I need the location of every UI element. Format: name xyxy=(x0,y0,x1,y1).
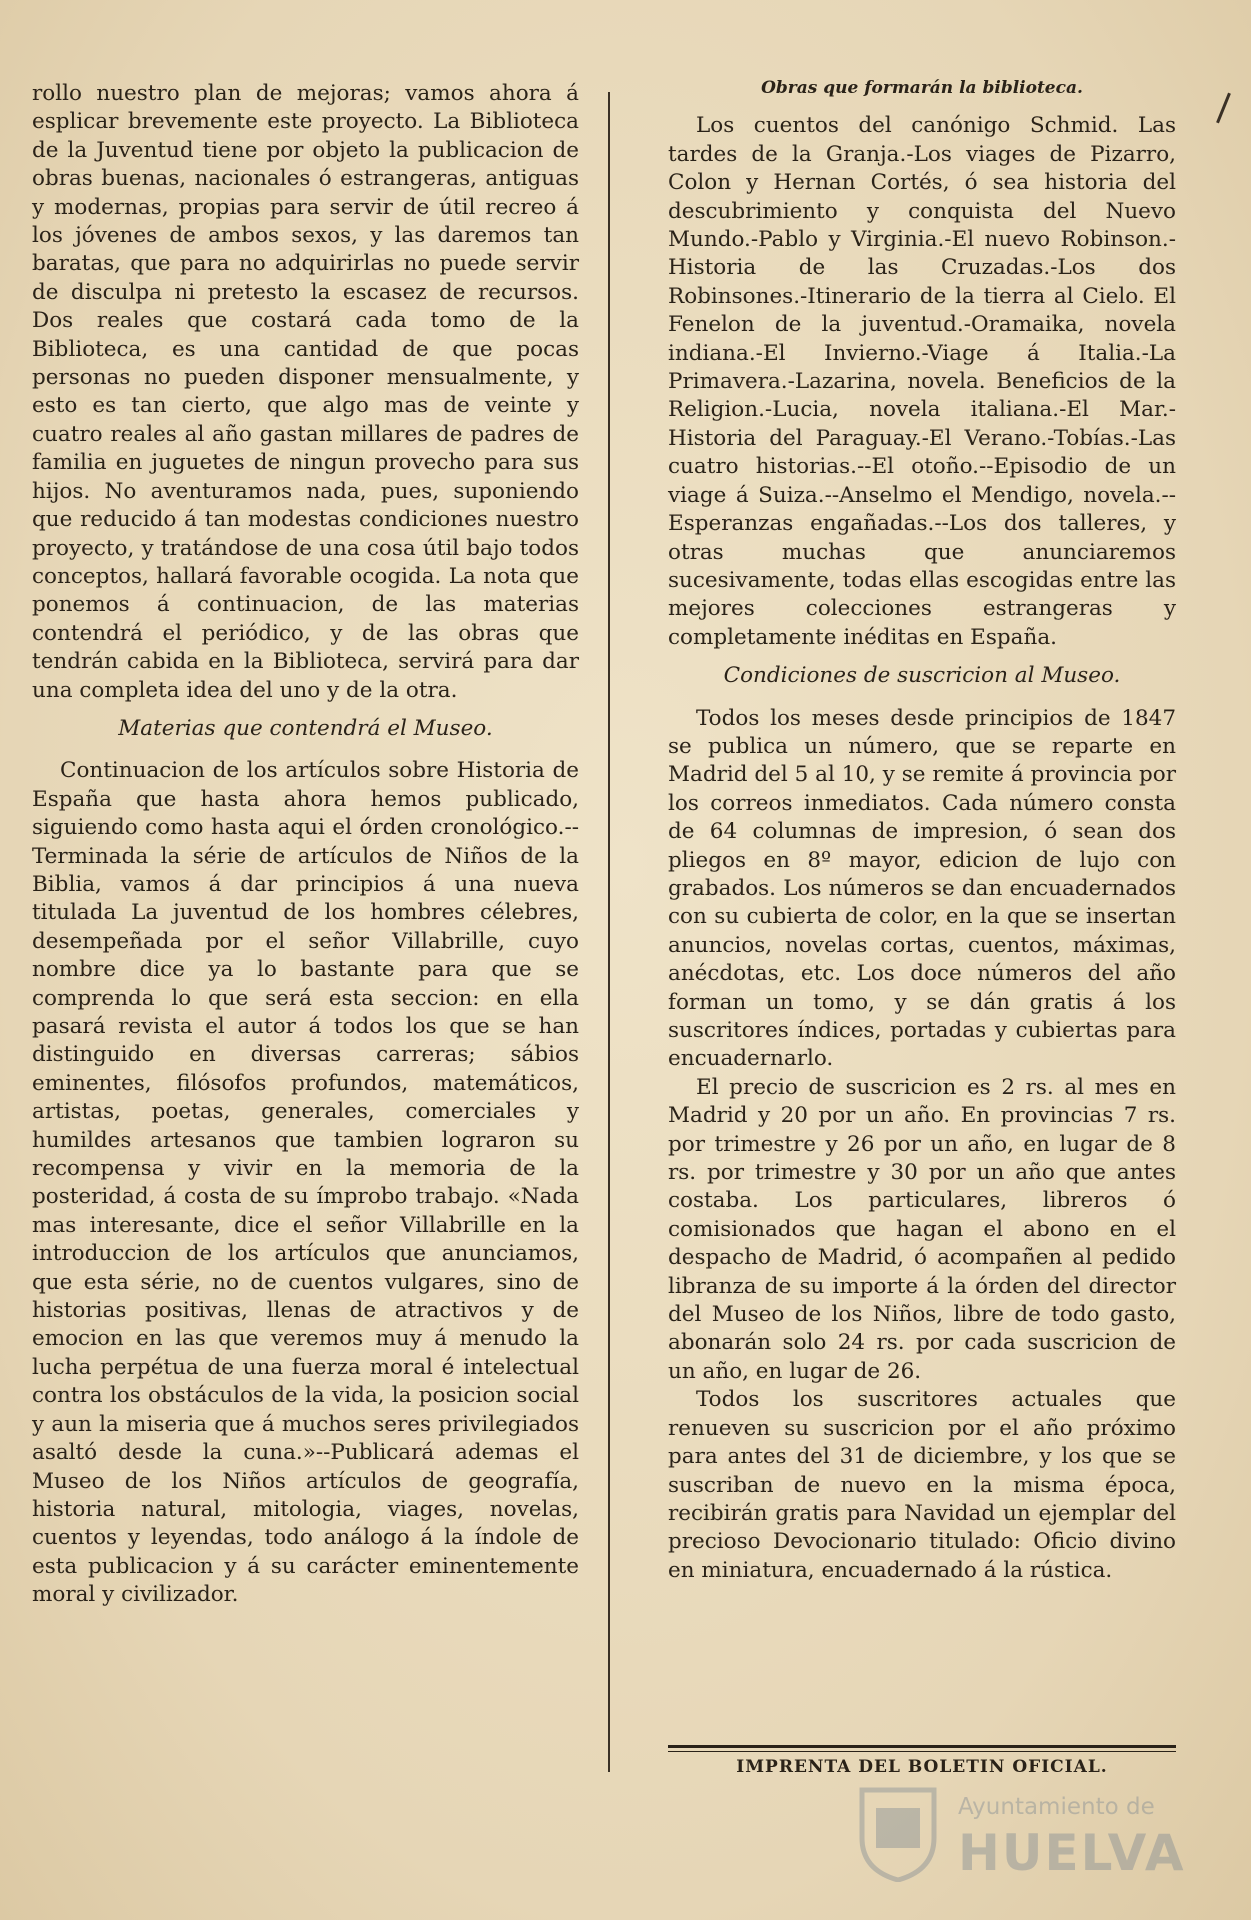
library-works-heading: Obras que formarán la biblioteca. xyxy=(761,78,1083,98)
footer-rules xyxy=(668,1745,1176,1752)
margin-mark xyxy=(1216,93,1231,124)
coat-of-arms-icon xyxy=(858,1786,938,1882)
subscription-paragraph-3: Todos los suscritores actuales que renueven su suscricion por el año próximo para antes del 31 de diciembre, y los que se suscriban de nuevo en la misma época, recibirán gratis para Navidad un ejemplar del precioso Devocionario titulado: Oficio divino en miniatura, encuadernado á la rústica. xyxy=(668,1387,1176,1583)
right-column xyxy=(668,80,1176,1585)
museo-materials-paragraph: Continuacion de los artículos sobre Historia de España que hasta ahora hemos publicado, siguiendo como hasta aqui el órden cronológico.--Terminada la série de artículos de Niños de la Biblia, vamos á dar principios á una nueva titulada La juventud de los hombres célebres, desempeñada por el señor Villabrille, cuyo nombre dice ya lo bastante para que se comprenda lo que será esta seccion: en ella pasará revista el autor á todos los que se han distinguido en diversas carreras; sábios eminentes, filósofos profundos, matemáticos, artistas, poetas, generales, comerciales y humildes artesanos que tambien lograron su recompensa y vivir en la memoria de la posteridad, á costa de su ímprobo trabajo. «Nada mas interesante, dice el señor Villabrille en la introduccion de los artículos que anunciamos, que esta série, no de cuentos vulgares, sino de historias positivas, llenas de atractivos y de emocion en las que veremos muy á menudo la lucha perpétua de una fuerza moral é intelectual contra los obstáculos de la vida, la posicion social y aun la miseria que á muchos seres privilegiados asaltó desde la cuna.»--Publicará ademas el Museo de los Niños artículos de geografía, historia natural, mitologia, viages, novelas, cuentos y leyendas, todo análogo á la índole de esta publicacion y á su carácter eminentemente moral y civilizador. xyxy=(32,758,579,1608)
subscription-heading: Condiciones de suscricion al Museo. xyxy=(723,663,1121,689)
watermark-line-2: HUELVA xyxy=(958,1824,1186,1882)
subscription-paragraph-1: Todos los meses desde principios de 1847 se publica un número, que se reparte en Madrid del 5 al 10, y se remite á provincia por los correos inmediatos. Cada número consta de 64 columnas de impresion, ó sean dos pliegos en 8º mayor, edicion de lujo con grabados. Los números se dan encuadernados con su cubierta de color, en la que se insertan anuncios, novelas cortas, cuentos, máximas, anécdotas, etc. Los doce números del año forman un tomo, y se dán gratis á los suscritores índices, portadas y cubiertas para encuadernarlo. xyxy=(668,705,1176,1072)
column-divider xyxy=(608,92,610,1772)
footer-rule-thick xyxy=(668,1745,1176,1748)
library-works-paragraph: Los cuentos del canónigo Schmid. Las tardes de la Granja.-Los viages de Pizarro, Colon y Hernan Cortés, ó sea historia del descubrimiento y conquista del Nuevo Mundo.-Pablo y Virginia.-El nuevo Robinson.-Historia de las Cruzadas.-Los dos Robinsones.-Itinerario de la tierra al Cielo. El Fenelon de la juventud.-Oramaika, novela indiana.-El Invierno.-Viage á Italia.-La Primavera.-Lazarina, novela. Beneficios de la Religion.-Lucia, novela italiana.-El Mar.-Historia del Paraguay.-El Verano.-Tobías.-Las cuatro historias.--El otoño.--Episodio de un viage á Suiza.--Anselmo el Mendigo, novela.--Esperanzas engañadas.--Los dos talleres, y otras muchas que anunciaremos sucesivamente, todas ellas escogidas entre las mejores colecciones estrangeras y completamente inéditas en España. xyxy=(668,113,1176,650)
museo-materials-heading: Materias que contendrá el Museo. xyxy=(118,715,493,741)
subscription-paragraph-2: El precio de suscricion es 2 rs. al mes en Madrid y 20 por un año. En provincias 7 rs. por trimestre y 26 por un año, en lugar de 8 rs. por trimestre y 30 por un año que antes costaba. Los particulares, libreros ó comisionados que hagan el abono en el despacho de Madrid, ó acompañen al pedido libranza de su importe á la órden del director del Museo de los Niños, libre de todo gasto, abonarán solo 24 rs. por cada suscricion de un año, en lugar de 26. xyxy=(668,1074,1176,1384)
footer-rule-thin xyxy=(668,1751,1176,1752)
imprint-line: IMPRENTA DEL BOLETIN OFICIAL. xyxy=(736,1757,1108,1777)
left-column xyxy=(32,80,579,1610)
intro-paragraph: rollo nuestro plan de mejoras; vamos ahora á esplicar brevemente este proyecto. La Biblioteca de la Juventud tiene por objeto la publicacion de obras buenas, nacionales ó estrangeras, antiguas y modernas, propias para servir de útil recreo á los jóvenes de ambos sexos, y las daremos tan baratas, que para no adquirirlas no puede servir de disculpa ni pretesto la escasez de recursos. Dos reales que costará cada tomo de la Biblioteca, es una cantidad de que pocas personas no pueden disponer mensualmente, y esto es tan cierto, que algo mas de veinte y cuatro reales al año gastan millares de padres de familia en juguetes de ningun provecho para sus hijos. No aventuramos nada, pues, suponiendo que reducido á tan modestas condiciones nuestro proyecto, y tratándose de una cosa útil bajo todos conceptos, hallará favorable ocogida. La nota que ponemos á continuacion, de las materias contendrá el periódico, y de las obras que tendrán cabida en la Biblioteca, servirá para dar una completa idea del uno y de la otra. xyxy=(32,81,579,703)
watermark-line-1: Ayuntamiento de xyxy=(958,1794,1155,1820)
archive-watermark xyxy=(858,1778,1188,1888)
